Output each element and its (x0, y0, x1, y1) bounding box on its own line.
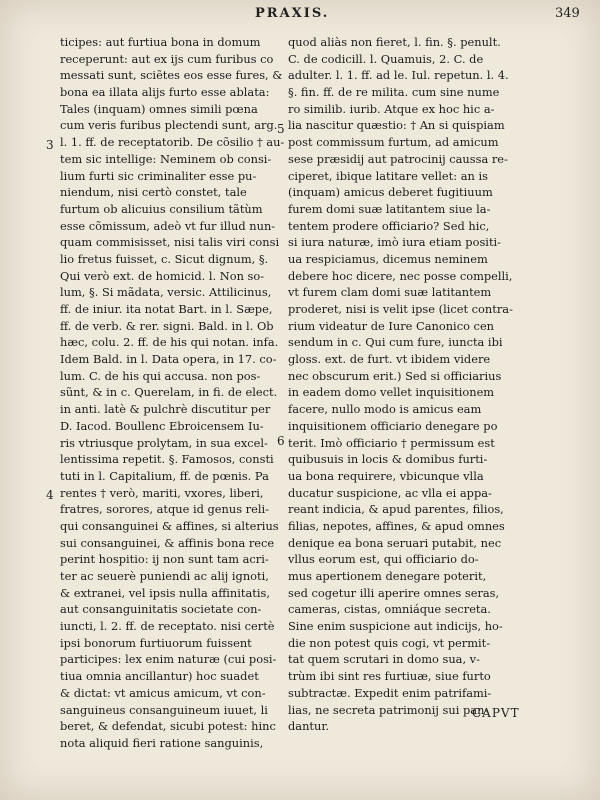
text-line: post commissum furtum, ad amicum (288, 135, 499, 150)
text-line: D. Iacod. Boullenc Ebroicensem Iu- (60, 418, 264, 433)
text-line: tiua omnia ancillantur) hoc suadet (60, 669, 259, 684)
text-line: aut consanguinitatis societate con- (60, 602, 262, 617)
text-line: ua bona requirere, vbicunque vlla (288, 468, 484, 483)
text-line: tem sic intellige: Neminem ob consi- (60, 151, 272, 166)
text-line: (inquam) amicus deberet fugitiuum (288, 185, 493, 200)
text-line: nota aliquid fieri ratione sanguinis, (60, 735, 264, 750)
text-line: vllus eorum est, qui officiario do- (288, 552, 479, 567)
text-line: ff. de verb. & rer. signi. Bald. in l. Ob (60, 318, 274, 333)
text-line: sui consanguinei, & affinis bona rece (60, 535, 275, 550)
marginal-number: 5 (277, 122, 285, 136)
text-line: beret, & defendat, sicubi potest: hinc (60, 719, 276, 734)
text-line: qui consanguinei & affines, si alterius (60, 518, 279, 533)
text-line: furtum ob alicuius consilium tãtùm (60, 201, 263, 216)
text-line: niendum, nisi certò constet, tale (60, 185, 247, 200)
text-line: Idem Bald. in l. Data opera, in 17. co- (60, 352, 277, 367)
text-line: esse cõmissum, adeò vt fur illud nun- (60, 218, 276, 233)
text-line: hæc, colu. 2. ff. de his qui notan. infa. (60, 335, 279, 350)
text-line: trùm ibi sint res furtiuæ, siue furto (288, 669, 491, 684)
text-line: participes: lex enim naturæ (cui posi- (60, 652, 277, 667)
text-line: in eadem domo vellet inquisitionem (288, 385, 495, 400)
text-line: iuncti, l. 2. ff. de receptato. nisi certè (60, 619, 275, 634)
text-line: furem domi suæ latitantem siue la- (288, 201, 491, 216)
catchword: CAPVT (472, 706, 520, 720)
text-line: Tales (inquam) omnes simili pœna (60, 101, 258, 116)
text-line: quod aliàs non fieret, l. fin. §. penult. (288, 35, 501, 49)
text-line: ipsi bonorum furtiuorum fuissent (60, 635, 252, 650)
right-text-column (288, 34, 558, 735)
text-line: die non potest quis cogi, vt permit- (288, 635, 491, 650)
text-line: ua respiciamus, dicemus neminem (288, 251, 488, 266)
text-line: Qui verò ext. de homicid. l. Non so- (60, 268, 265, 283)
text-line: nec obscurum erit.) Sed si officiarius (288, 368, 502, 383)
text-line: perint hospitio: ij non sunt tam acri- (60, 552, 269, 567)
text-line: lias, ne secreta patrimonij sui pan- (288, 702, 489, 717)
text-line: ciperet, ibique latitare vellet: an is (288, 168, 488, 183)
marginal-number: 4 (46, 488, 54, 502)
text-line: denique ea bona seruari putabit, nec (288, 535, 502, 550)
text-line: proderet, nisi is velit ipse (licet contra- (288, 302, 513, 316)
text-line: ff. de iniur. ita notat Bart. in l. Sæpe, (60, 302, 273, 316)
text-line: lum, §. Si mãdata, versic. Attilicinus, (60, 285, 272, 300)
text-line: ris vtriusque prolytam, in sua excel- (60, 435, 268, 450)
text-line: ducatur suspicione, ac vlla ei appa- (288, 485, 492, 500)
text-line: sese præsidij aut patrocinij caussa re- (288, 151, 508, 166)
text-line: sanguineus consanguineum iuuet, li (60, 702, 268, 717)
text-line: messati sunt, sciẽtes eos esse fures, & (60, 68, 283, 83)
text-line: ter ac seuerè puniendi ac alij ignoti, (60, 569, 269, 583)
text-line: fratres, sorores, atque id genus reli- (60, 502, 269, 517)
text-line: Sine enim suspicione aut indicijs, ho- (288, 619, 503, 634)
text-line: rentes † verò, mariti, vxores, liberi, (60, 485, 264, 500)
text-line: lio fretus fuisset, c. Sicut dignum, §. (60, 251, 269, 266)
text-line: vt furem clam domi suæ latitantem (288, 285, 492, 300)
text-line: sũnt, & in c. Querelam, in fi. de elect. (60, 385, 278, 400)
text-line: reant indicia, & apud parentes, filios, (288, 502, 504, 517)
text-line: & extranei, vel ipsis nulla affinitatis, (60, 585, 270, 600)
marginal-number: 6 (277, 434, 285, 448)
text-line: receperunt: aut ex ijs cum furibus co (60, 51, 274, 66)
text-line: §. fin. ff. de re milita. cum sine nume (288, 85, 500, 100)
running-title: PRAXIS. (255, 6, 330, 21)
text-line: terit. Imò officiario † permissum est (288, 435, 495, 450)
text-line: quam commisisset, nisi talis viri consi (60, 235, 280, 250)
page-header (0, 2, 600, 28)
text-line: bona ea illata alijs furto esse ablata: (60, 85, 270, 100)
text-line: cameras, cistas, omniáque secreta. (288, 602, 491, 617)
text-line: lentissima repetit. §. Famosos, consti (60, 452, 274, 467)
text-line: & dictat: vt amicus amicum, vt con- (60, 685, 266, 700)
text-line: l. 1. ff. de receptatorib. De cõsilio † au- (60, 135, 285, 150)
text-line: lium furti sic criminaliter esse pu- (60, 168, 257, 183)
text-line: si iura naturæ, imò iura etiam positi- (288, 235, 502, 250)
page-number: 349 (555, 6, 580, 21)
text-line: adulter. l. 1. ff. ad le. Iul. repetun. l. 4. (288, 68, 509, 83)
text-line: lum. C. de his qui accusa. non pos- (60, 368, 261, 383)
text-line: filias, nepotes, affines, & apud omnes (288, 518, 505, 533)
text-line: C. de codicill. l. Quamuis, 2. C. de (288, 51, 484, 66)
text-line: tuti in l. Capitalium, ff. de pœnis. Pa (60, 468, 269, 483)
text-line: in anti. latè & pulchrè discutitur per (60, 402, 271, 417)
text-line: cum veris furibus plectendi sunt, arg. (60, 118, 278, 133)
text-line: facere, nullo modo is amicus eam (288, 402, 482, 417)
text-line: rium videatur de Iure Canonico cen (288, 318, 495, 333)
text-line: subtractæ. Expedit enim patrifami- (288, 685, 492, 700)
text-line: ro similib. iurib. Atque ex hoc hic a- (288, 101, 495, 116)
text-line: dantur. (288, 719, 330, 734)
text-line: tat quem scrutari in domo sua, v- (288, 652, 480, 667)
text-line: debere hoc dicere, nec posse compelli, (288, 268, 513, 283)
text-line: inquisitionem officiario denegare po (288, 418, 498, 433)
text-line: gloss. ext. de furt. vt ibidem videre (288, 352, 491, 367)
text-line: ticipes: aut furtiua bona in domum (60, 35, 261, 49)
text-line: tentem prodere officiario? Sed hic, (288, 218, 490, 233)
left-text-column (60, 34, 285, 752)
text-line: quibusuis in locis & domibus furti- (288, 452, 488, 467)
marginal-number: 3 (46, 138, 54, 152)
text-line: lia nascitur quæstio: † An si quispiam (288, 118, 505, 133)
text-line: sendum in c. Qui cum fure, iuncta ibi (288, 335, 503, 350)
text-line: mus apertionem denegare poterit, (288, 569, 487, 583)
text-line: sed cogetur illi aperire omnes seras, (288, 585, 500, 600)
